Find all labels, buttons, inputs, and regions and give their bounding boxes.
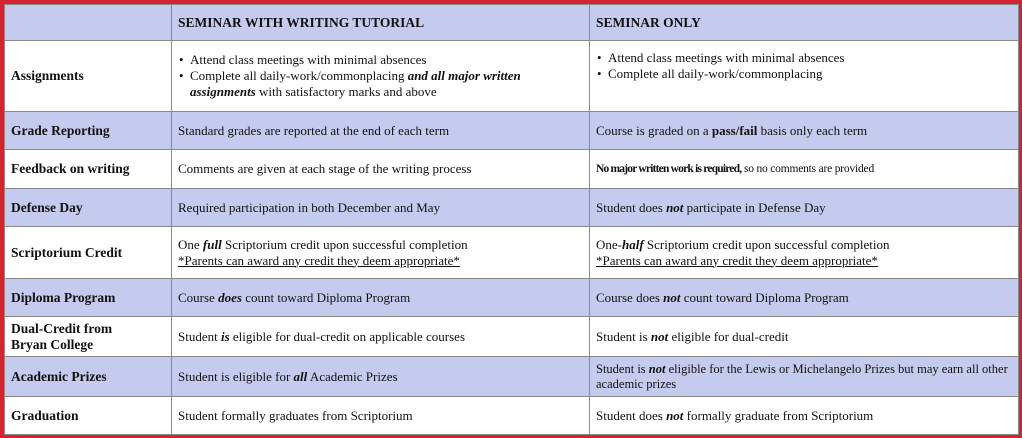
cell-feedback-seminar: No major written work is required, so no comments are provided — [590, 150, 1019, 189]
cell-defense-seminar: Student does not participate in Defense Day — [590, 189, 1019, 227]
comparison-table — [4, 4, 1019, 435]
cell-assignments-tutorial — [172, 41, 590, 112]
header-row — [5, 5, 1019, 41]
bullet-item: • Attend class meetings with minimal absences — [608, 50, 1012, 66]
cell-assignments-seminar — [590, 41, 1019, 112]
row-academic-prizes — [5, 357, 1019, 397]
row-feedback — [5, 150, 1019, 189]
row-label-grade-reporting: Grade Reporting — [5, 112, 172, 150]
cell-graduation-seminar: Student does not formally graduate from Scriptorium — [590, 397, 1019, 435]
cell-dual-tutorial: Student is eligible for dual-credit on applicable courses — [172, 317, 590, 357]
row-grade-reporting — [5, 112, 1019, 150]
row-diploma — [5, 279, 1019, 317]
cell-dual-seminar: Student is not eligible for dual-credit — [590, 317, 1019, 357]
bullet-item: • Attend class meetings with minimal absences — [190, 52, 583, 68]
row-defense-day — [5, 189, 1019, 227]
row-assignments — [5, 41, 1019, 112]
row-label-academic-prizes: Academic Prizes — [5, 357, 172, 397]
comparison-table-frame — [4, 4, 1018, 434]
cell-credit-seminar: One-half Scriptorium credit upon successful completion *Parents can award any credit they deem appropriate* — [590, 227, 1019, 279]
credit-note: *Parents can award any credit they deem appropriate* — [596, 252, 878, 268]
bullet-item: • Complete all daily-work/commonplacing — [608, 66, 1012, 82]
row-label-scriptorium-credit: Scriptorium Credit — [5, 227, 172, 279]
cell-diploma-seminar: Course does not count toward Diploma Program — [590, 279, 1019, 317]
row-label-feedback: Feedback on writing — [5, 150, 172, 189]
header-tutorial: SEMINAR WITH WRITING TUTORIAL — [172, 5, 590, 41]
cell-defense-tutorial: Required participation in both December and May — [172, 189, 590, 227]
credit-note: *Parents can award any credit they deem appropriate* — [178, 252, 460, 268]
header-blank — [5, 5, 172, 41]
cell-graduation-tutorial: Student formally graduates from Scriptorium — [172, 397, 590, 435]
cell-prizes-seminar: Student is not eligible for the Lewis or Michelangelo Prizes but may earn all other academic prizes — [590, 357, 1019, 397]
header-seminar: SEMINAR ONLY — [590, 5, 1019, 41]
cell-grade-seminar: Course is graded on a pass/fail basis only each term — [590, 112, 1019, 150]
row-graduation — [5, 397, 1019, 435]
cell-feedback-tutorial: Comments are given at each stage of the writing process — [172, 150, 590, 189]
row-scriptorium-credit — [5, 227, 1019, 279]
cell-diploma-tutorial: Course does count toward Diploma Program — [172, 279, 590, 317]
cell-prizes-tutorial: Student is eligible for all Academic Prizes — [172, 357, 590, 397]
row-label-dual-credit: Dual-Credit from Bryan College — [5, 317, 172, 357]
row-label-graduation: Graduation — [5, 397, 172, 435]
bullet-item: • Complete all daily-work/commonplacing and all major written assignments with satisfactory marks and above — [190, 68, 583, 100]
cell-credit-tutorial: One full Scriptorium credit upon successful completion *Parents can award any credit they deem appropriate* — [172, 227, 590, 279]
row-label-defense-day: Defense Day — [5, 189, 172, 227]
row-label-diploma: Diploma Program — [5, 279, 172, 317]
cell-grade-tutorial: Standard grades are reported at the end of each term — [172, 112, 590, 150]
row-label-assignments: Assignments — [5, 41, 172, 112]
row-dual-credit — [5, 317, 1019, 357]
